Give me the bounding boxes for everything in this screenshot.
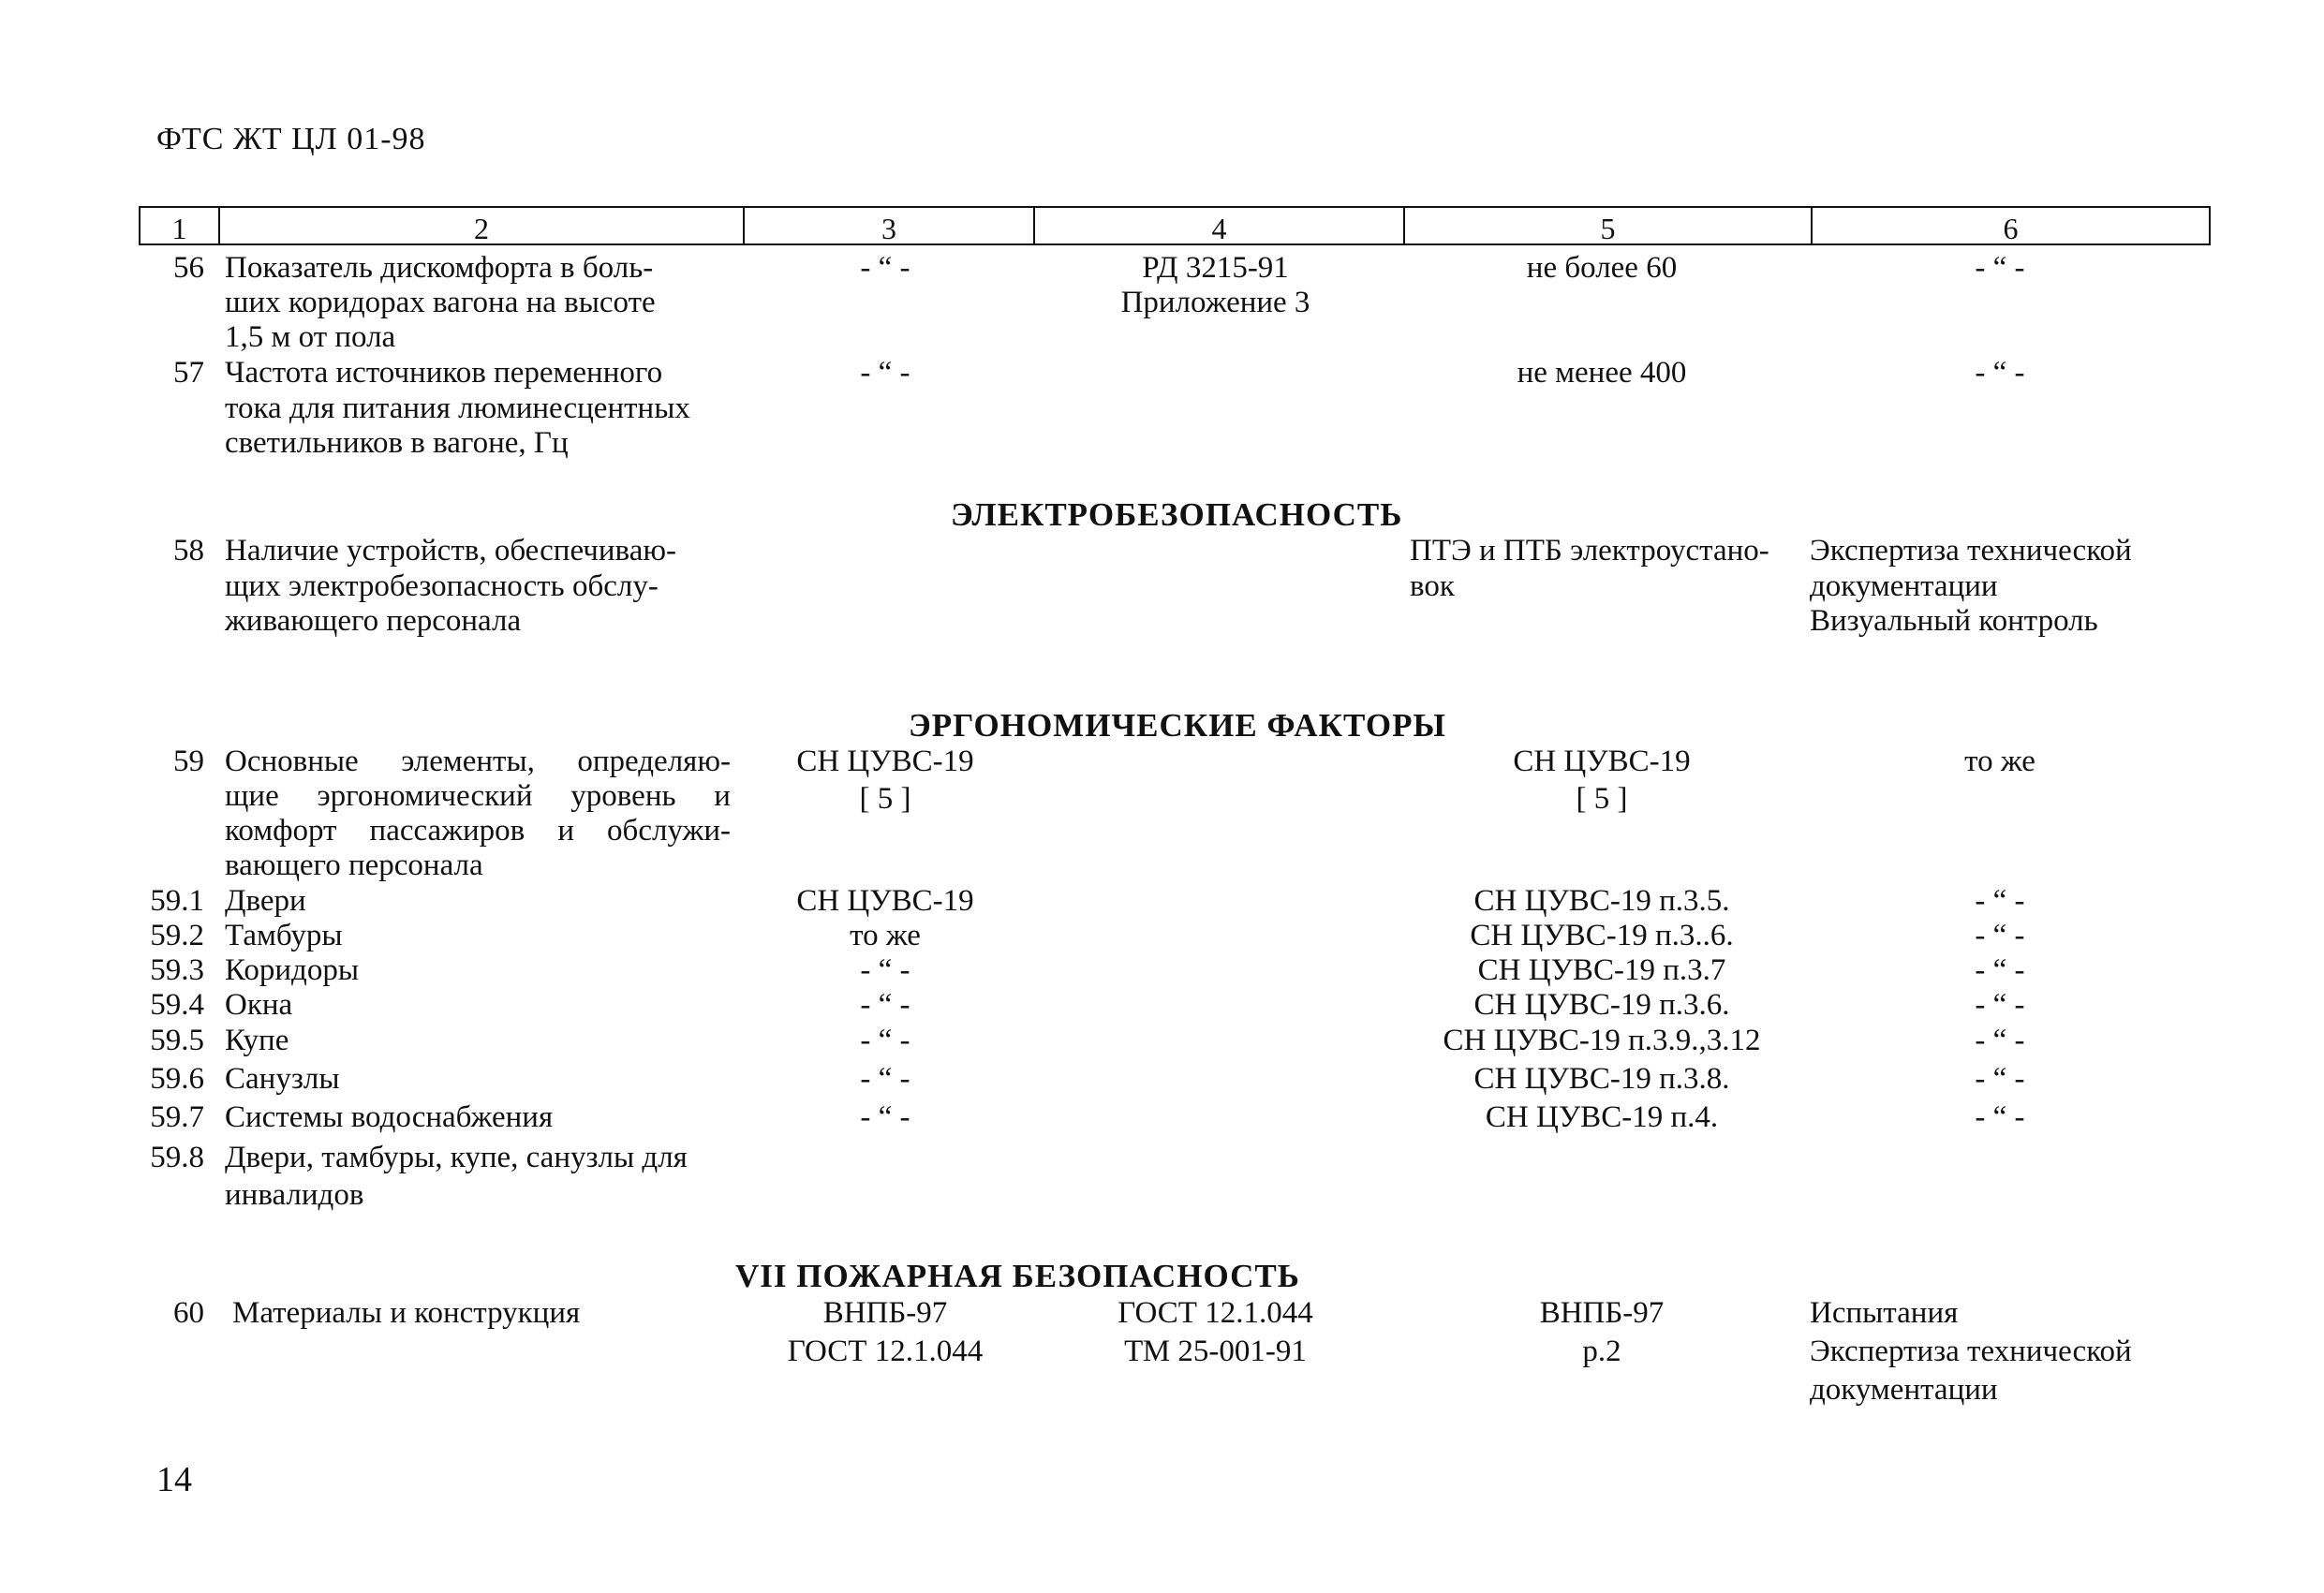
row-name-line: светильников в вагоне, Гц — [225, 426, 569, 460]
ditto-mark: - “ - — [860, 1062, 910, 1096]
standard-reference: СН ЦУВС-19 — [796, 745, 974, 778]
row-name: Купе — [225, 1024, 289, 1057]
section-heading-fire-safety: VII ПОЖАРНАЯ БЕЗОПАСНОСТЬ — [735, 1258, 1300, 1294]
column-number-5: 5 — [1405, 208, 1813, 243]
row-number: 59.4 — [150, 988, 204, 1022]
page-number: 14 — [156, 1460, 192, 1499]
row-name-line: Показатель дискомфорта в боль- — [225, 251, 654, 285]
row-number: 59 — [173, 745, 204, 778]
control-method: Визуальный контроль — [1810, 604, 2098, 638]
row-name-line: ших коридорах вагона на высоте — [225, 286, 656, 319]
requirement-value: СН ЦУВС-19 п.3.8. — [1473, 1062, 1730, 1096]
column-number-1: 1 — [141, 208, 220, 243]
standard-reference: ГОСТ 12.1.044 — [787, 1335, 984, 1368]
section-heading-electrical-safety: ЭЛЕКТРОБЕЗОПАСНОСТЬ — [951, 496, 1403, 533]
row-name-line: 1,5 м от пола — [225, 320, 396, 354]
standard-reference: СН ЦУВС-19 — [796, 884, 974, 918]
ditto-mark: - “ - — [1975, 356, 2025, 390]
control-method: Экспертиза технической — [1810, 534, 2132, 568]
row-name-line: щих электробезопасность обслу- — [225, 569, 659, 603]
ditto-mark: - “ - — [1975, 1100, 2025, 1134]
standard-reference: р.2 — [1582, 1335, 1621, 1368]
row-name-line: тока для питания люминесцентных — [225, 391, 690, 425]
row-number: 58 — [173, 534, 204, 568]
row-name-line: Наличие устройств, обеспечиваю- — [225, 534, 676, 568]
row-name: Материалы и конструкция — [232, 1296, 581, 1330]
requirement-value: СН ЦУВС-19 п.4. — [1485, 1100, 1719, 1134]
row-name-line — [225, 745, 731, 779]
row-number: 60 — [173, 1296, 204, 1330]
column-number-2: 2 — [220, 208, 745, 243]
column-number-4: 4 — [1035, 208, 1405, 243]
ditto-mark: - “ - — [860, 988, 910, 1022]
row-number: 56 — [173, 251, 204, 285]
word: и — [714, 779, 731, 813]
ditto-mark: - “ - — [860, 1024, 910, 1057]
word: обслужи- — [607, 814, 731, 848]
control-method: то же — [1964, 745, 2035, 778]
ditto-mark: - “ - — [1975, 1024, 2025, 1057]
row-name-line: инвалидов — [225, 1178, 364, 1212]
row-name: Коридоры — [225, 953, 359, 987]
row-number: 57 — [173, 356, 204, 390]
row-name-line: живающего персонала — [225, 604, 522, 638]
standard-reference: ВНПБ-97 — [822, 1296, 948, 1330]
standard-reference: ВНПБ-97 — [1539, 1296, 1665, 1330]
ditto-mark: - “ - — [860, 251, 910, 285]
section-heading-ergonomic-factors: ЭРГОНОМИЧЕСКИЕ ФАКТОРЫ — [909, 707, 1446, 744]
control-method: документации — [1810, 569, 1998, 603]
standard-reference: ТМ 25-001-91 — [1124, 1335, 1307, 1368]
row-name: Тамбуры — [225, 919, 343, 952]
row-name: Двери — [225, 884, 306, 918]
requirement-value: СН ЦУВС-19 п.3.9.,3.12 — [1443, 1024, 1761, 1057]
word: и — [557, 814, 574, 848]
row-number: 59.3 — [150, 953, 204, 987]
standard-reference: СН ЦУВС-19 — [1513, 745, 1691, 778]
ditto-mark: - “ - — [1975, 919, 2025, 952]
row-number: 59.8 — [150, 1141, 204, 1174]
column-number-6: 6 — [2003, 212, 2019, 245]
word: эргономический — [317, 779, 533, 813]
row-name: Санузлы — [225, 1062, 340, 1096]
reference-number: [ 5 ] — [1576, 782, 1628, 816]
standard-reference: ПТЭ и ПТБ электроустано- — [1410, 534, 1769, 568]
row-name: Окна — [225, 988, 293, 1022]
standard-reference: ГОСТ 12.1.044 — [1118, 1296, 1313, 1330]
column-number-row — [139, 206, 2211, 245]
row-name-line — [225, 779, 731, 814]
word: щие — [225, 779, 279, 813]
row-number: 59.2 — [150, 919, 204, 952]
row-number: 59.5 — [150, 1024, 204, 1057]
word: уровень — [570, 779, 676, 813]
ditto-mark: - “ - — [1975, 988, 2025, 1022]
requirement-value: не более 60 — [1526, 251, 1678, 285]
row-name-line — [225, 814, 731, 848]
standard-reference: то же — [850, 919, 921, 952]
requirement-value: СН ЦУВС-19 п.3.6. — [1473, 988, 1730, 1022]
control-method: документации — [1810, 1373, 1998, 1407]
ditto-mark: - “ - — [1975, 884, 2025, 918]
column-number-3: 3 — [745, 208, 1035, 243]
requirement-value: СН ЦУВС-19 п.3.5. — [1473, 884, 1730, 918]
word: элементы, — [401, 745, 535, 778]
word: пассажиров — [369, 814, 525, 848]
ditto-mark: - “ - — [1975, 953, 2025, 987]
row-number: 59.7 — [150, 1100, 204, 1134]
standard-reference: Приложение 3 — [1120, 286, 1310, 319]
standard-reference: РД 3215-91 — [1142, 251, 1289, 285]
word: определяю- — [577, 745, 731, 778]
row-name: Системы водоснабжения — [225, 1100, 554, 1134]
standard-reference: вок — [1410, 569, 1455, 603]
ditto-mark: - “ - — [860, 953, 910, 987]
control-method: Экспертиза технической — [1810, 1335, 2132, 1368]
requirement-value: СН ЦУВС-19 п.3.7 — [1477, 953, 1726, 987]
row-number: 59.6 — [150, 1062, 204, 1096]
word: Основные — [225, 745, 359, 778]
ditto-mark: - “ - — [1975, 251, 2025, 285]
word: комфорт — [225, 814, 337, 848]
requirement-value: СН ЦУВС-19 п.3..6. — [1470, 919, 1734, 952]
ditto-mark: - “ - — [860, 1100, 910, 1134]
row-name-line: вающего персонала — [225, 848, 483, 882]
ditto-mark: - “ - — [1975, 1062, 2025, 1096]
row-name-line: Двери, тамбуры, купе, санузлы для — [225, 1141, 688, 1174]
reference-number: [ 5 ] — [859, 782, 911, 816]
requirement-value: не менее 400 — [1517, 356, 1687, 390]
control-method: Испытания — [1810, 1296, 1959, 1330]
ditto-mark: - “ - — [860, 356, 910, 390]
document-code: ФТС ЖТ ЦЛ 01-98 — [156, 122, 426, 156]
row-number: 59.1 — [150, 884, 204, 918]
row-name-line: Частота источников переменного — [225, 356, 663, 390]
